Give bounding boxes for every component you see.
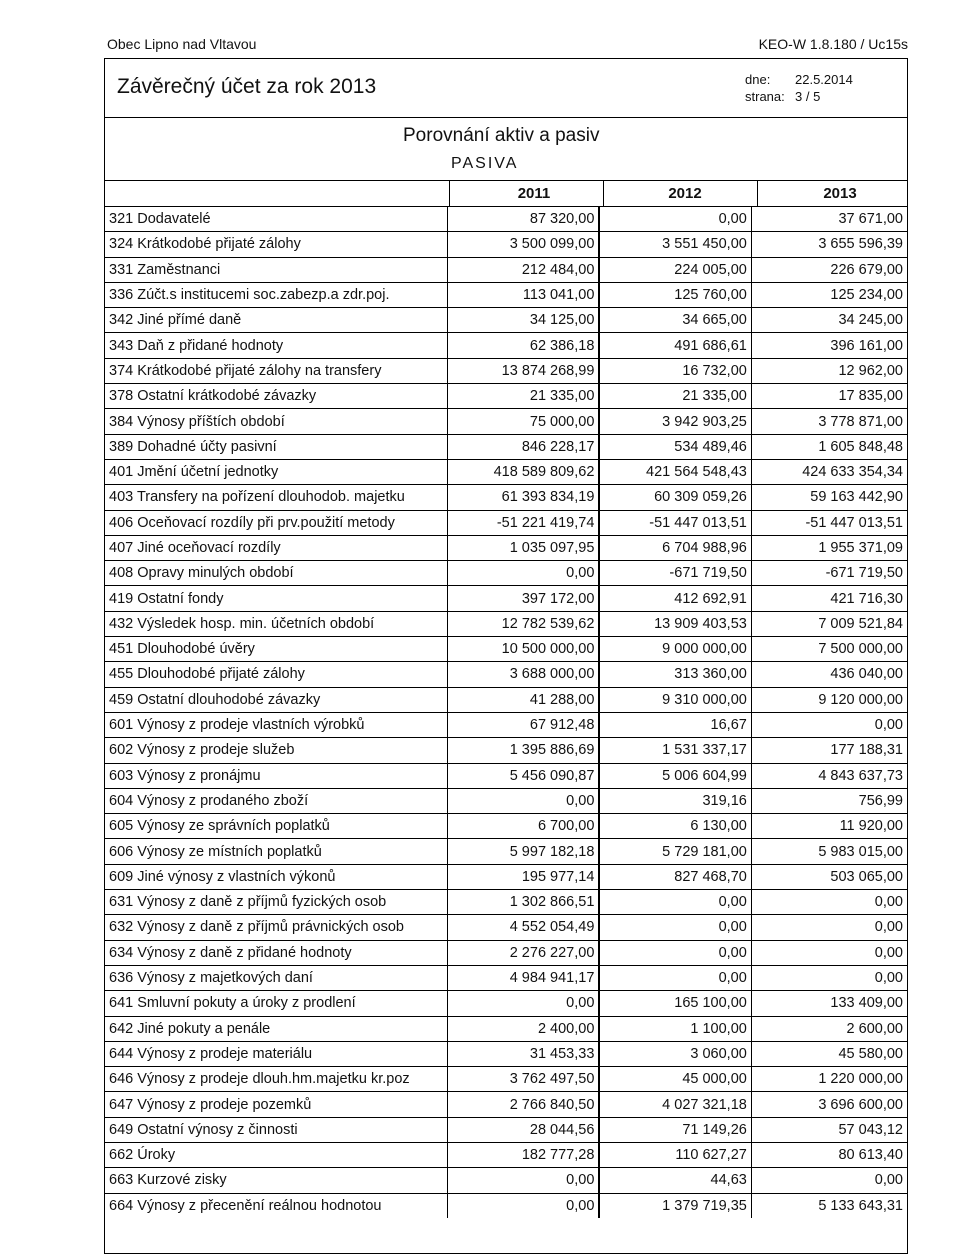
value-2012: 3 551 450,00 xyxy=(599,232,751,257)
table-row xyxy=(105,864,907,889)
value-2011: 34 125,00 xyxy=(447,308,599,333)
value-2012: 16,67 xyxy=(599,712,751,737)
value-2013: 5 133 643,31 xyxy=(751,1193,907,1218)
row-label: 324 Krátkodobé přijaté zálohy xyxy=(105,232,447,257)
value-2012: 1 100,00 xyxy=(599,1016,751,1041)
value-2011: 113 041,00 xyxy=(447,282,599,307)
table-row xyxy=(105,308,907,333)
row-label: 389 Dohadné účty pasivní xyxy=(105,434,447,459)
row-label: 374 Krátkodobé přijaté zálohy na transfery xyxy=(105,358,447,383)
value-2011: 2 400,00 xyxy=(447,1016,599,1041)
table-row xyxy=(105,333,907,358)
value-2013: 1 605 848,48 xyxy=(751,434,907,459)
value-2011: 1 035 097,95 xyxy=(447,535,599,560)
value-2013: 133 409,00 xyxy=(751,991,907,1016)
value-2012: 412 692,91 xyxy=(599,586,751,611)
row-label: 663 Kurzové zisky xyxy=(105,1168,447,1193)
value-2011: 4 552 054,49 xyxy=(447,915,599,940)
table-row xyxy=(105,890,907,915)
row-label: 321 Dodavatelé xyxy=(105,207,447,232)
value-2013: 0,00 xyxy=(751,712,907,737)
page-label: strana: xyxy=(745,89,785,104)
value-2011: 195 977,14 xyxy=(447,864,599,889)
row-label: 603 Výnosy z pronájmu xyxy=(105,763,447,788)
row-label: 634 Výnosy z daně z přidané hodnoty xyxy=(105,940,447,965)
value-2012: 5 729 181,00 xyxy=(599,839,751,864)
value-2012: 45 000,00 xyxy=(599,1067,751,1092)
table-row xyxy=(105,839,907,864)
row-label: 664 Výnosy z přecenění reálnou hodnotou xyxy=(105,1193,447,1218)
table-row xyxy=(105,1067,907,1092)
value-2013: 7 500 000,00 xyxy=(751,637,907,662)
row-label: 408 Opravy minulých období xyxy=(105,561,447,586)
value-2012: 44,63 xyxy=(599,1168,751,1193)
row-label: 609 Jiné výnosy z vlastních výkonů xyxy=(105,864,447,889)
value-2012: 16 732,00 xyxy=(599,358,751,383)
report-subtitle: Porovnání aktiv a pasiv xyxy=(403,125,600,146)
column-2013: 2013 xyxy=(823,185,857,202)
value-2013: 1 955 371,09 xyxy=(751,535,907,560)
value-2012: 0,00 xyxy=(599,965,751,990)
value-2013: 5 983 015,00 xyxy=(751,839,907,864)
value-2013: 11 920,00 xyxy=(751,814,907,839)
column-divider xyxy=(757,180,758,206)
value-2012: 13 909 403,53 xyxy=(599,611,751,636)
value-2012: 3 060,00 xyxy=(599,1041,751,1066)
value-2011: 212 484,00 xyxy=(447,257,599,282)
value-2011: 2 276 227,00 xyxy=(447,940,599,965)
row-label: 401 Jmění účetní jednotky xyxy=(105,459,447,484)
value-2011: 5 456 090,87 xyxy=(447,763,599,788)
value-2011: 12 782 539,62 xyxy=(447,611,599,636)
value-2013: 57 043,12 xyxy=(751,1117,907,1142)
value-2012: -671 719,50 xyxy=(599,561,751,586)
row-label: 406 Oceňovací rozdíly při prv.použití metody xyxy=(105,510,447,535)
row-label: 378 Ostatní krátkodobé závazky xyxy=(105,384,447,409)
value-2013: 3 778 871,00 xyxy=(751,409,907,434)
row-label: 342 Jiné přímé daně xyxy=(105,308,447,333)
value-2011: 0,00 xyxy=(447,1193,599,1218)
value-2012: 4 027 321,18 xyxy=(599,1092,751,1117)
value-2013: 3 655 596,39 xyxy=(751,232,907,257)
value-2013: 2 600,00 xyxy=(751,1016,907,1041)
value-2011: 846 228,17 xyxy=(447,434,599,459)
value-2012: 21 335,00 xyxy=(599,384,751,409)
value-2011: 28 044,56 xyxy=(447,1117,599,1142)
value-2013: 436 040,00 xyxy=(751,662,907,687)
table-row xyxy=(105,662,907,687)
table-row xyxy=(105,991,907,1016)
row-label: 336 Zúčt.s institucemi soc.zabezp.a zdr.poj. xyxy=(105,282,447,307)
value-2011: 4 984 941,17 xyxy=(447,965,599,990)
row-label: 419 Ostatní fondy xyxy=(105,586,447,611)
value-2013: 421 716,30 xyxy=(751,586,907,611)
value-2011: 182 777,28 xyxy=(447,1142,599,1167)
value-2012: 125 760,00 xyxy=(599,282,751,307)
value-2011: 1 302 866,51 xyxy=(447,890,599,915)
value-2013: 7 009 521,84 xyxy=(751,611,907,636)
table-row xyxy=(105,738,907,763)
date-value: 22.5.2014 xyxy=(795,72,853,87)
value-2013: 45 580,00 xyxy=(751,1041,907,1066)
row-label: 647 Výnosy z prodeje pozemků xyxy=(105,1092,447,1117)
table-row xyxy=(105,1016,907,1041)
row-label: 642 Jiné pokuty a penále xyxy=(105,1016,447,1041)
table-row xyxy=(105,232,907,257)
table-row xyxy=(105,712,907,737)
column-header xyxy=(105,180,907,207)
value-2012: 313 360,00 xyxy=(599,662,751,687)
value-2011: 397 172,00 xyxy=(447,586,599,611)
value-2013: 59 163 442,90 xyxy=(751,485,907,510)
value-2011: 3 688 000,00 xyxy=(447,662,599,687)
report-meta xyxy=(745,71,853,105)
value-2013: 503 065,00 xyxy=(751,864,907,889)
value-2011: 0,00 xyxy=(447,788,599,813)
table-row xyxy=(105,358,907,383)
column-divider xyxy=(603,180,604,206)
value-2011: 3 762 497,50 xyxy=(447,1067,599,1092)
table-row xyxy=(105,510,907,535)
value-2013: 177 188,31 xyxy=(751,738,907,763)
value-2012: 0,00 xyxy=(599,915,751,940)
row-label: 455 Dlouhodobé přijaté zálohy xyxy=(105,662,447,687)
value-2011: 62 386,18 xyxy=(447,333,599,358)
value-2013: 3 696 600,00 xyxy=(751,1092,907,1117)
table-row xyxy=(105,637,907,662)
row-label: 606 Výnosy ze místních poplatků xyxy=(105,839,447,864)
table-row xyxy=(105,257,907,282)
value-2013: 125 234,00 xyxy=(751,282,907,307)
value-2013: 0,00 xyxy=(751,1168,907,1193)
row-label: 646 Výnosy z prodeje dlouh.hm.majetku kr.poz xyxy=(105,1067,447,1092)
table-row xyxy=(105,485,907,510)
value-2013: 0,00 xyxy=(751,915,907,940)
value-2012: 224 005,00 xyxy=(599,257,751,282)
column-2011: 2011 xyxy=(517,185,551,202)
value-2013: 226 679,00 xyxy=(751,257,907,282)
value-2012: 5 006 604,99 xyxy=(599,763,751,788)
value-2012: 1 379 719,35 xyxy=(599,1193,751,1218)
value-2013: 424 633 354,34 xyxy=(751,459,907,484)
row-label: 662 Úroky xyxy=(105,1142,447,1167)
value-2011: 41 288,00 xyxy=(447,687,599,712)
value-2012: 0,00 xyxy=(599,890,751,915)
table-row xyxy=(105,814,907,839)
value-2012: 0,00 xyxy=(599,207,751,232)
value-2011: -51 221 419,74 xyxy=(447,510,599,535)
value-2011: 21 335,00 xyxy=(447,384,599,409)
header-divider xyxy=(105,117,907,118)
value-2012: 165 100,00 xyxy=(599,991,751,1016)
row-label: 331 Zaměstnanci xyxy=(105,257,447,282)
row-label: 632 Výnosy z daně z příjmů právnických osob xyxy=(105,915,447,940)
value-2012: 34 665,00 xyxy=(599,308,751,333)
value-2012: 319,16 xyxy=(599,788,751,813)
column-divider xyxy=(449,180,450,206)
value-2011: 3 500 099,00 xyxy=(447,232,599,257)
value-2011: 5 997 182,18 xyxy=(447,839,599,864)
value-2011: 67 912,48 xyxy=(447,712,599,737)
table-row xyxy=(105,687,907,712)
value-2013: 0,00 xyxy=(751,965,907,990)
value-2012: 421 564 548,43 xyxy=(599,459,751,484)
row-label: 644 Výnosy z prodeje materiálu xyxy=(105,1041,447,1066)
value-2013: 17 835,00 xyxy=(751,384,907,409)
date-label: dne: xyxy=(745,72,771,87)
table-row xyxy=(105,1193,907,1218)
row-label: 459 Ostatní dlouhodobé závazky xyxy=(105,687,447,712)
table-row xyxy=(105,763,907,788)
row-label: 343 Daň z přidané hodnoty xyxy=(105,333,447,358)
value-2011: 0,00 xyxy=(447,991,599,1016)
table-row xyxy=(105,384,907,409)
report-frame xyxy=(104,58,908,1254)
table-row xyxy=(105,207,907,232)
value-2013: 0,00 xyxy=(751,940,907,965)
value-2013: 0,00 xyxy=(751,890,907,915)
table-row xyxy=(105,434,907,459)
system-version: KEO-W 1.8.180 / Uc15s xyxy=(758,36,908,52)
row-label: 432 Výsledek hosp. min. účetních období xyxy=(105,611,447,636)
value-2012: 9 000 000,00 xyxy=(599,637,751,662)
table-row xyxy=(105,1117,907,1142)
table-row xyxy=(105,282,907,307)
value-2012: 0,00 xyxy=(599,940,751,965)
liabilities-table xyxy=(105,206,907,1218)
value-2011: 1 395 886,69 xyxy=(447,738,599,763)
value-2011: 6 700,00 xyxy=(447,814,599,839)
table-row xyxy=(105,965,907,990)
value-2013: 1 220 000,00 xyxy=(751,1067,907,1092)
value-2012: 3 942 903,25 xyxy=(599,409,751,434)
row-label: 403 Transfery na pořízení dlouhodob. majetku xyxy=(105,485,447,510)
section-title: PASIVA xyxy=(451,155,519,172)
value-2011: 61 393 834,19 xyxy=(447,485,599,510)
value-2013: 37 671,00 xyxy=(751,207,907,232)
organization-name: Obec Lipno nad Vltavou xyxy=(107,36,257,52)
row-label: 407 Jiné oceňovací rozdíly xyxy=(105,535,447,560)
row-label: 649 Ostatní výnosy z činnosti xyxy=(105,1117,447,1142)
table-row xyxy=(105,535,907,560)
table-row xyxy=(105,940,907,965)
value-2012: 1 531 337,17 xyxy=(599,738,751,763)
value-2012: 827 468,70 xyxy=(599,864,751,889)
table-row xyxy=(105,1142,907,1167)
report-title: Závěrečný účet za rok 2013 xyxy=(117,75,377,98)
value-2013: -671 719,50 xyxy=(751,561,907,586)
value-2011: 75 000,00 xyxy=(447,409,599,434)
table-row xyxy=(105,611,907,636)
value-2012: 6 704 988,96 xyxy=(599,535,751,560)
column-2012: 2012 xyxy=(668,185,702,202)
value-2011: 2 766 840,50 xyxy=(447,1092,599,1117)
row-label: 451 Dlouhodobé úvěry xyxy=(105,637,447,662)
value-2011: 10 500 000,00 xyxy=(447,637,599,662)
value-2011: 13 874 268,99 xyxy=(447,358,599,383)
table-row xyxy=(105,409,907,434)
row-label: 384 Výnosy příštích období xyxy=(105,409,447,434)
table-row xyxy=(105,788,907,813)
value-2012: 491 686,61 xyxy=(599,333,751,358)
value-2013: 34 245,00 xyxy=(751,308,907,333)
value-2011: 0,00 xyxy=(447,561,599,586)
value-2013: 12 962,00 xyxy=(751,358,907,383)
value-2012: 9 310 000,00 xyxy=(599,687,751,712)
table-row xyxy=(105,459,907,484)
value-2011: 0,00 xyxy=(447,1168,599,1193)
page-value: 3 / 5 xyxy=(795,89,821,104)
value-2013: 9 120 000,00 xyxy=(751,687,907,712)
table-row xyxy=(105,1041,907,1066)
value-2013: 396 161,00 xyxy=(751,333,907,358)
value-2012: -51 447 013,51 xyxy=(599,510,751,535)
value-2011: 87 320,00 xyxy=(447,207,599,232)
row-label: 605 Výnosy ze správních poplatků xyxy=(105,814,447,839)
value-2012: 110 627,27 xyxy=(599,1142,751,1167)
value-2012: 71 149,26 xyxy=(599,1117,751,1142)
table-row xyxy=(105,1168,907,1193)
value-2013: 80 613,40 xyxy=(751,1142,907,1167)
row-label: 631 Výnosy z daně z příjmů fyzických osob xyxy=(105,890,447,915)
value-2012: 60 309 059,26 xyxy=(599,485,751,510)
row-label: 641 Smluvní pokuty a úroky z prodlení xyxy=(105,991,447,1016)
value-2011: 418 589 809,62 xyxy=(447,459,599,484)
value-2013: 4 843 637,73 xyxy=(751,763,907,788)
table-row xyxy=(105,561,907,586)
value-2011: 31 453,33 xyxy=(447,1041,599,1066)
row-label: 602 Výnosy z prodeje služeb xyxy=(105,738,447,763)
row-label: 604 Výnosy z prodaného zboží xyxy=(105,788,447,813)
value-2012: 6 130,00 xyxy=(599,814,751,839)
table-row xyxy=(105,586,907,611)
value-2013: 756,99 xyxy=(751,788,907,813)
value-2012: 534 489,46 xyxy=(599,434,751,459)
row-label: 636 Výnosy z majetkových daní xyxy=(105,965,447,990)
table-row xyxy=(105,915,907,940)
row-label: 601 Výnosy z prodeje vlastních výrobků xyxy=(105,712,447,737)
table-row xyxy=(105,1092,907,1117)
value-2013: -51 447 013,51 xyxy=(751,510,907,535)
